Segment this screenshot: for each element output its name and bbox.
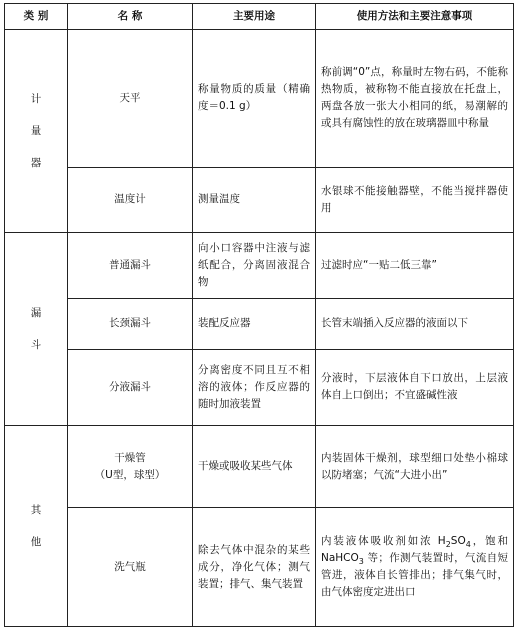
instrument-name: 天平	[119, 91, 141, 104]
header-method: 使用方法和主要注意事项	[316, 4, 514, 30]
category-cell	[5, 425, 68, 626]
table-row	[5, 508, 514, 627]
method-cell: 水银球不能接触器壁，不能当搅拌器使用	[316, 167, 514, 233]
instrument-name: 普通漏斗	[109, 259, 151, 272]
use-cell: 称量物质的质量（精确度＝0.1 g）	[193, 30, 316, 168]
table-row	[5, 349, 514, 425]
instrument-name: 长颈漏斗	[109, 317, 151, 330]
table-row	[5, 233, 514, 299]
table-row	[5, 298, 514, 349]
name-cell	[68, 233, 193, 299]
table-row	[5, 30, 514, 168]
instrument-name-sub: （U型，球型）	[94, 468, 166, 481]
header-row	[5, 4, 514, 30]
name-cell	[68, 298, 193, 349]
method-cell: 内装液体吸收剂如浓 $H_2SO_4$，饱和 NaHCO$_3$ 等；作测气装置时，气流自短管进，液体自长管排出；排气集气时，由气体密度定进出口	[316, 508, 514, 627]
header-name: 名 称	[68, 4, 193, 30]
instrument-table	[4, 3, 514, 627]
use-cell: 向小口容器中注液与滤纸配合，分离固液混合物	[193, 233, 316, 299]
instrument-name: 分液漏斗	[109, 380, 151, 393]
table-row	[5, 167, 514, 233]
use-cell: 干燥或吸收某些气体	[193, 425, 316, 508]
name-cell	[68, 425, 193, 508]
method-cell: 称前调“0”点，称量时左物右码，不能称热物质，被称物不能直接放在托盘上，两盘各放一张大小相同的纸，易潮解的或具有腐蚀性的放在玻璃器皿中称量	[316, 30, 514, 168]
method-cell: 分液时，下层液体自下口放出，上层液体自上口倒出；不宜盛碱性液	[316, 349, 514, 425]
category-label: 漏斗	[30, 307, 42, 352]
method-cell: 长管末端插入反应器的液面以下	[316, 298, 514, 349]
use-cell: 分离密度不同且互不相溶的液体；作反应器的随时加液装置	[193, 349, 316, 425]
name-cell	[68, 167, 193, 233]
use-cell: 测量温度	[193, 167, 316, 233]
header-category: 类 别	[5, 4, 68, 30]
category-cell	[5, 30, 68, 233]
category-cell	[5, 233, 68, 426]
category-label: 计量器	[30, 93, 42, 170]
instrument-name: 洗气瓶	[114, 560, 146, 573]
category-label: 其他	[30, 503, 42, 548]
name-cell	[68, 508, 193, 627]
use-cell: 装配反应器	[193, 298, 316, 349]
method-cell: 过滤时应“一贴二低三靠”	[316, 233, 514, 299]
instrument-name: 干燥管	[114, 451, 146, 464]
method-cell: 内装固体干燥剂，球型细口处垫小棉球以防堵塞；气流“大进小出”	[316, 425, 514, 508]
table-row	[5, 425, 514, 508]
instrument-name: 温度计	[114, 193, 146, 206]
header-use: 主要用途	[193, 4, 316, 30]
use-cell: 除去气体中混杂的某些成分，净化气体；测气装置；排气、集气装置	[193, 508, 316, 627]
document-page	[4, 3, 513, 627]
name-cell	[68, 349, 193, 425]
name-cell	[68, 30, 193, 168]
